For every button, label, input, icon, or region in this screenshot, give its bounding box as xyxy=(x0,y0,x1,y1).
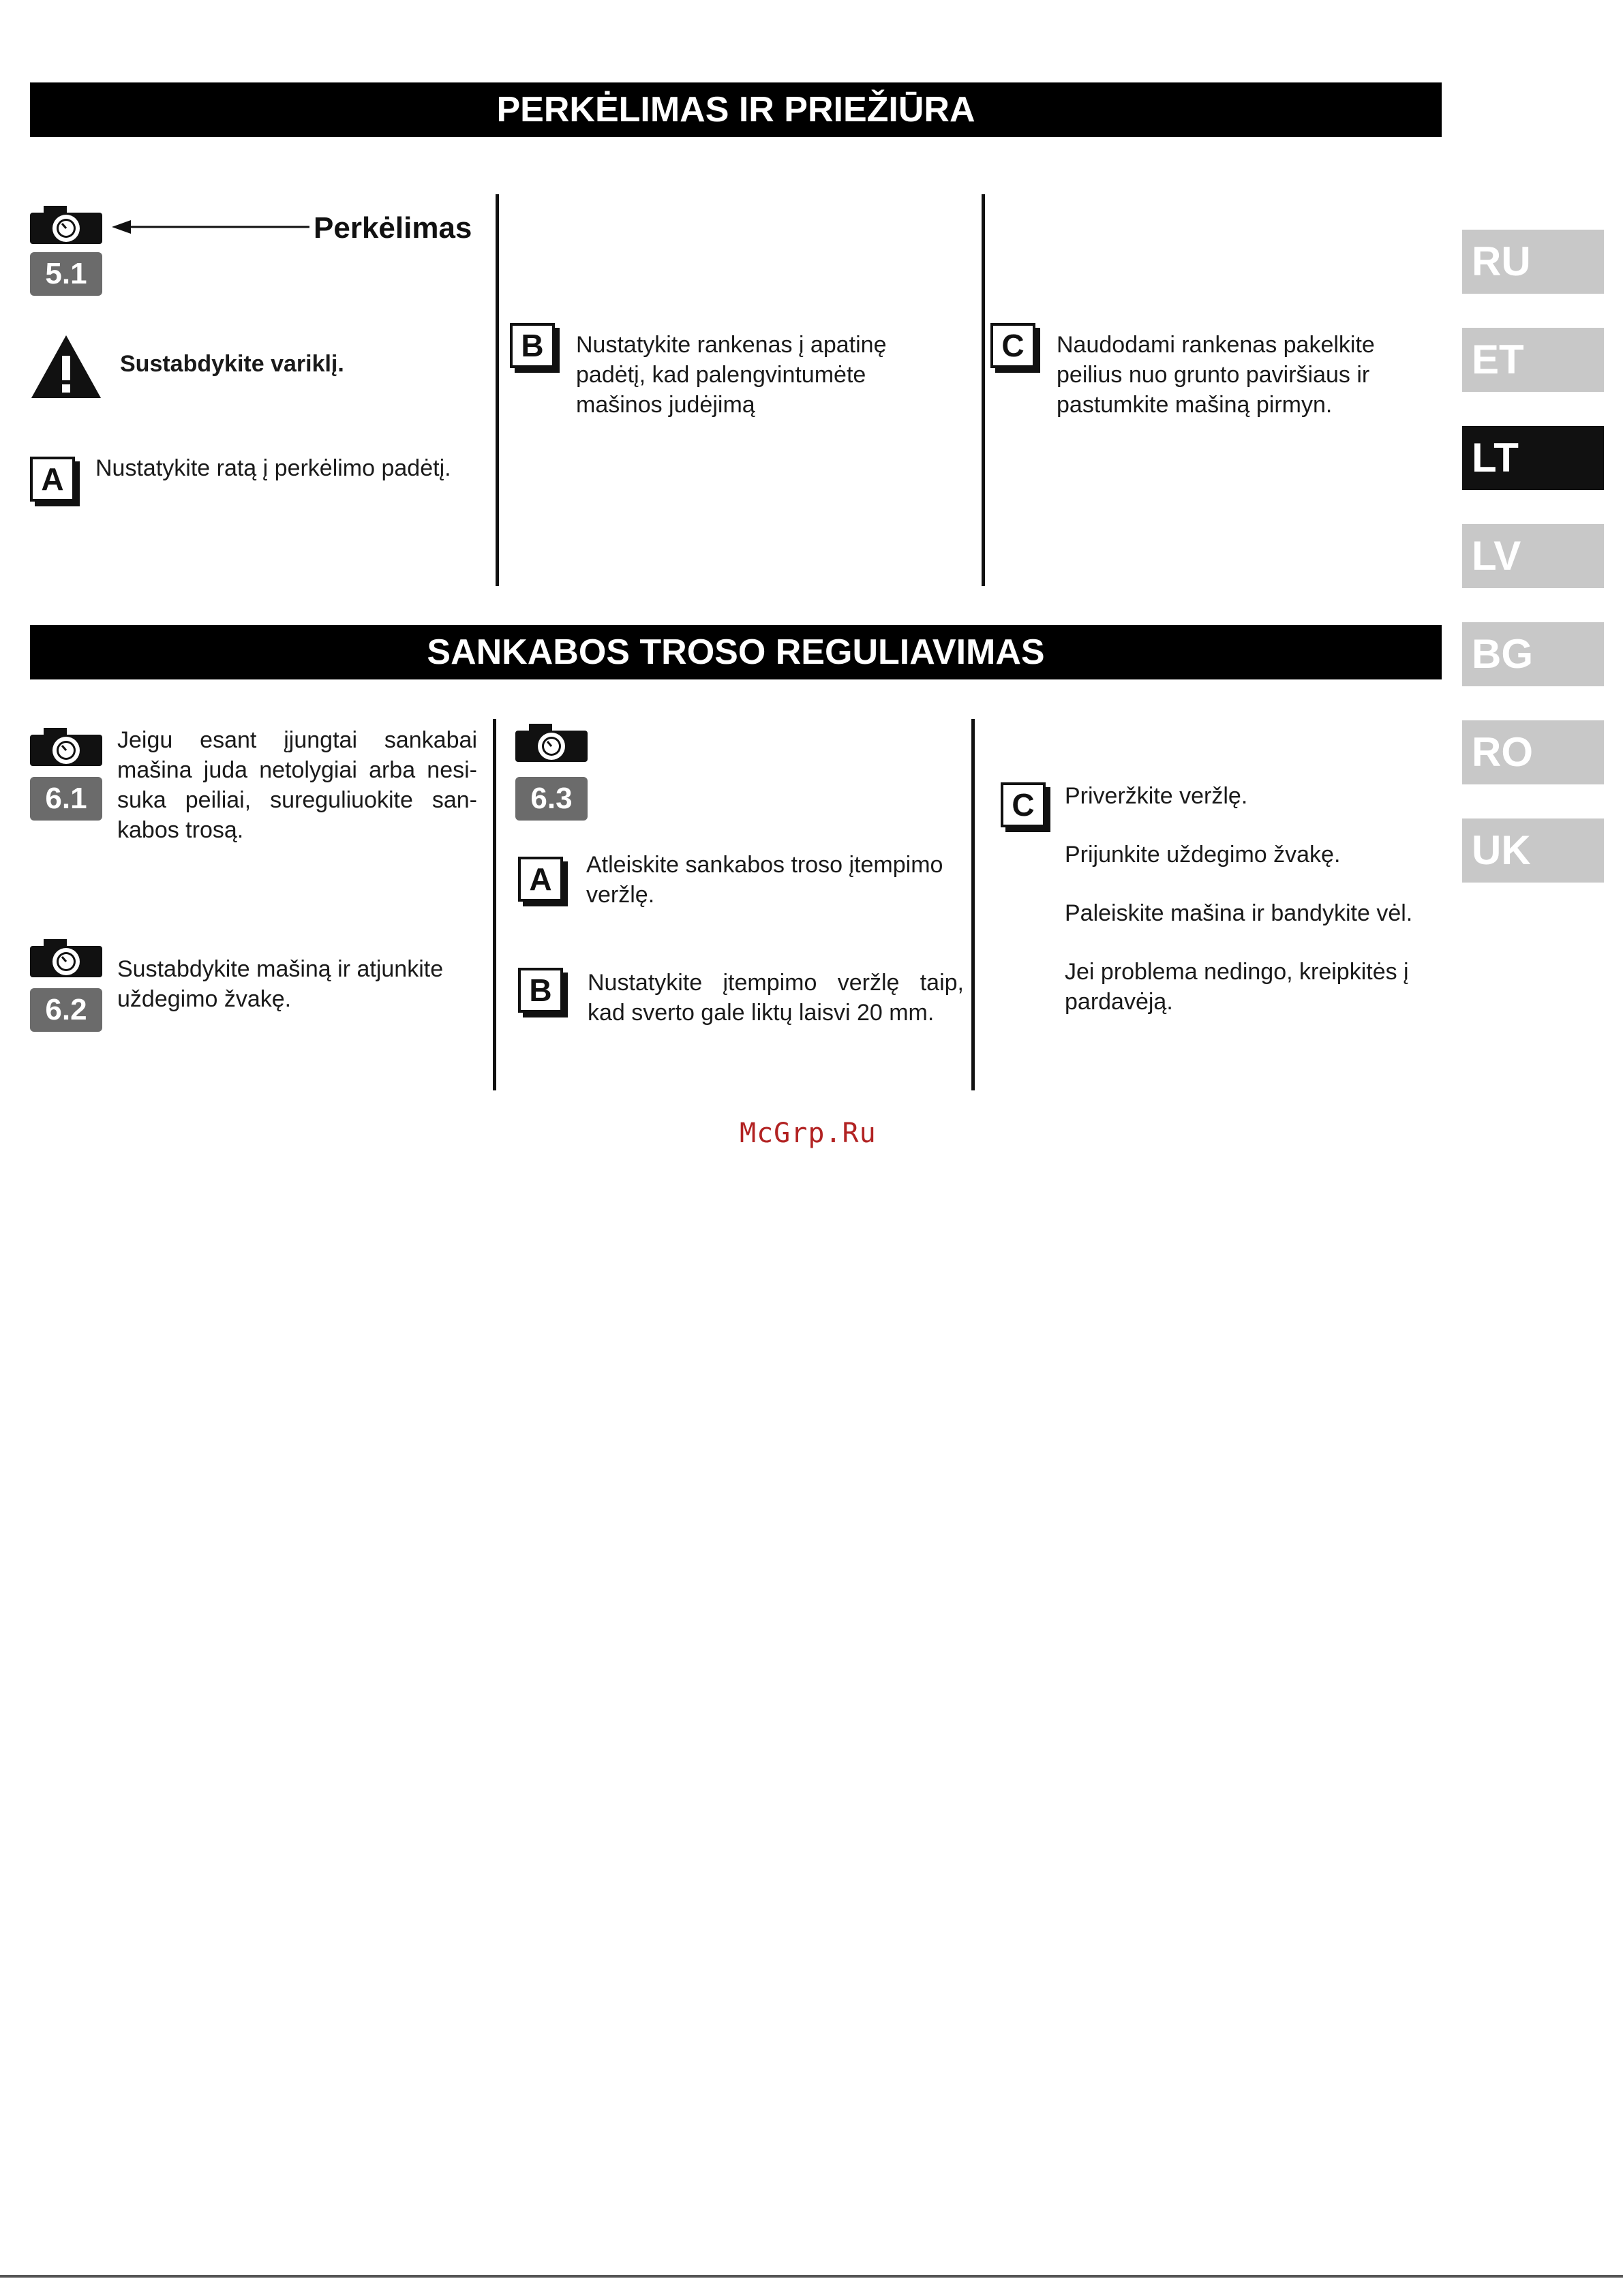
language-tab-uk[interactable]: UK xyxy=(1462,818,1604,883)
step-c-line-3: Paleiskite mašina ir bandykite vėl. xyxy=(1065,900,1413,926)
watermark-link[interactable]: McGrp.Ru xyxy=(740,1118,877,1149)
stop-machine-text: Sustabdykite mašiną ir atjunkite uždegimo žvakę. xyxy=(117,956,444,1012)
step-c-line-4: Jei problema nedingo, kreipkitės į pardavėją. xyxy=(1065,959,1409,1015)
step-letter-b: B xyxy=(510,323,555,368)
column-divider xyxy=(971,719,975,1090)
camera-icon xyxy=(515,724,588,762)
step-badge-6-3: 6.3 xyxy=(515,777,588,821)
step-a-text: Nustatykite ratą į perkėlimo padėtį. xyxy=(95,455,451,481)
step-letter-a: A xyxy=(518,857,563,902)
step-c-line-1: Priveržkite veržlę. xyxy=(1065,783,1248,809)
language-tab-bg[interactable]: BG xyxy=(1462,622,1604,686)
step-b-text: Nustatykite rankenas į apatinę padėtį, kad palengvintumėte mašinos judėjimą xyxy=(576,332,887,418)
step-badge-5-1: 5.1 xyxy=(30,252,102,296)
section-title-transport: PERKĖLIMAS IR PRIEŽIŪRA xyxy=(30,82,1442,137)
warning-text: Sustabdykite variklį. xyxy=(120,351,344,377)
step-a-text: Atleiskite sankabos troso įtempimo veržlę. xyxy=(586,852,943,908)
section-title-clutch: SANKABOS TROSO REGULIAVIMAS xyxy=(30,625,1442,679)
step-c-line-2: Prijunkite uždegimo žvakę. xyxy=(1065,842,1341,868)
column-divider xyxy=(496,194,499,586)
step-badge-6-1: 6.1 xyxy=(30,777,102,821)
step-letter-a: A xyxy=(30,457,75,502)
camera-icon xyxy=(30,206,102,244)
step-letter-c: C xyxy=(990,323,1035,368)
warning-icon xyxy=(30,334,102,399)
step-badge-6-2: 6.2 xyxy=(30,988,102,1032)
step-letter-b: B xyxy=(518,968,563,1013)
footer-divider xyxy=(0,2275,1623,2278)
column-divider xyxy=(982,194,985,586)
column-divider xyxy=(493,719,496,1090)
camera-icon xyxy=(30,939,102,977)
step-c-text: Naudodami rankenas pakelkite peilius nuo grunto paviršiaus ir pastumkite mašiną pirmyn. xyxy=(1057,332,1375,418)
arrow-left-icon xyxy=(112,217,309,237)
step-letter-c: C xyxy=(1001,782,1046,827)
language-tab-ru[interactable]: RU xyxy=(1462,230,1604,294)
language-tab-lv[interactable]: LV xyxy=(1462,524,1604,588)
step-b-text: Nustatykite įtempimo veržlę taip, kad sverto gale liktų laisvi 20 mm. xyxy=(588,970,964,1026)
language-tab-ro[interactable]: RO xyxy=(1462,720,1604,784)
camera-icon xyxy=(30,728,102,766)
clutch-intro-text: Jeigu esant įjungtai sankabai mašina juda netolygiai arba nesi-suka peiliai, sureguliuokite san-kabos trosą. xyxy=(117,727,477,843)
transport-label: Perkėlimas xyxy=(314,211,472,245)
language-tab-lt[interactable]: LT xyxy=(1462,426,1604,490)
language-tab-et[interactable]: ET xyxy=(1462,328,1604,392)
